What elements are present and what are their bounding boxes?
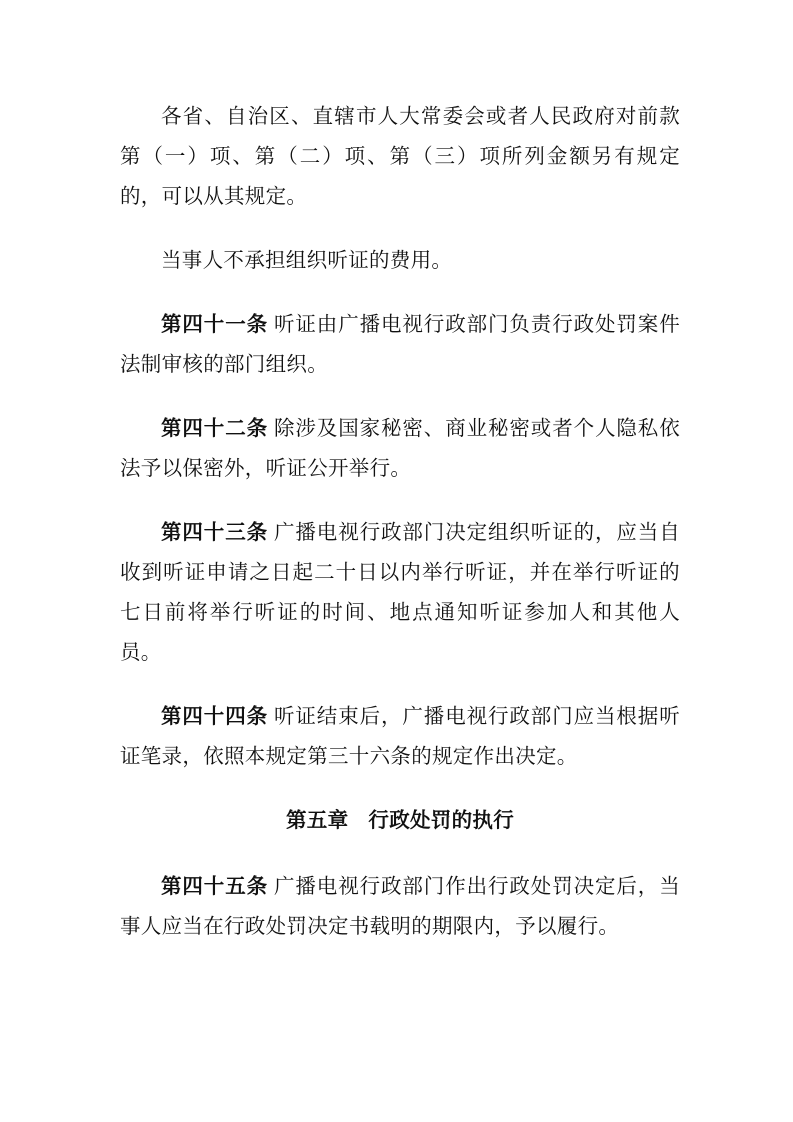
- article-42: [120, 408, 680, 488]
- article-45: [120, 866, 680, 946]
- article-label: 第四十四条: [161, 704, 268, 728]
- chapter-heading: [120, 800, 680, 840]
- paragraph-text: 各省、自治区、直辖市人大常委会或者人民政府对前款第（一）项、第（二）项、第（三）项所列金额另有规定的，可以从其规定。: [120, 104, 680, 208]
- chapter-number: 第五章: [285, 808, 349, 832]
- chapter-title: 行政处罚的执行: [368, 808, 514, 832]
- article-44: [120, 696, 680, 776]
- article-text: 听证由广播电视行政部门负责行政处罚案件法制审核的部门组织。: [120, 312, 680, 376]
- article-43: [120, 512, 680, 672]
- article-label: 第四十三条: [161, 520, 268, 544]
- paragraph: [120, 96, 680, 216]
- article-label: 第四十一条: [161, 312, 268, 336]
- article-text: 除涉及国家秘密、商业秘密或者个人隐私依法予以保密外，听证公开举行。: [120, 416, 680, 480]
- article-text: 听证结束后，广播电视行政部门应当根据听证笔录，依照本规定第三十六条的规定作出决定。: [120, 704, 680, 768]
- article-text: 广播电视行政部门决定组织听证的，应当自收到听证申请之日起二十日以内举行听证，并在举行听证的七日前将举行听证的时间、地点通知听证参加人和其他人员。: [120, 520, 680, 664]
- paragraph: [120, 240, 680, 280]
- paragraph-text: 当事人不承担组织听证的费用。: [161, 248, 453, 272]
- article-label: 第四十五条: [161, 874, 268, 898]
- article-label: 第四十二条: [161, 416, 268, 440]
- document-body: [120, 96, 680, 970]
- article-text: 广播电视行政部门作出行政处罚决定后，当事人应当在行政处罚决定书载明的期限内，予以履行。: [120, 874, 680, 938]
- article-41: [120, 304, 680, 384]
